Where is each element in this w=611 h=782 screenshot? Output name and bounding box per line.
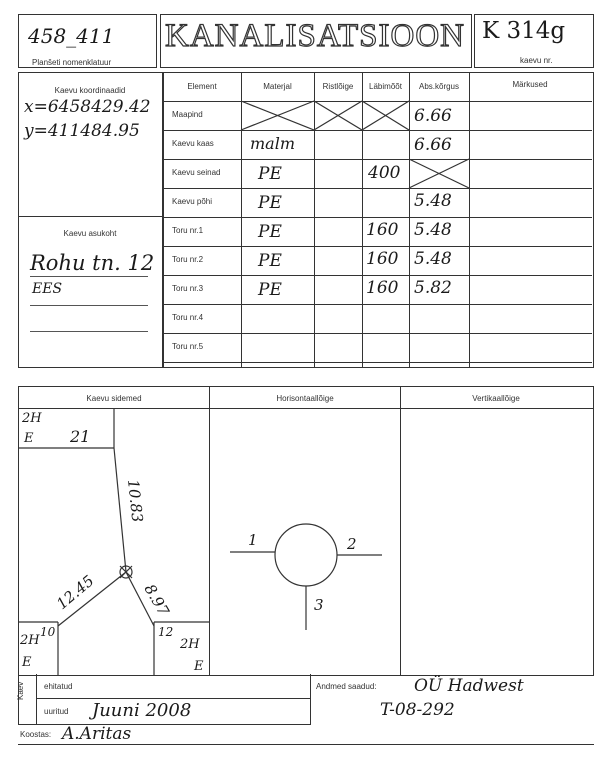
pipe2-diameter: 160 bbox=[366, 249, 399, 269]
table-row-divider bbox=[162, 188, 592, 189]
pipe1-diameter: 160 bbox=[366, 220, 399, 240]
bottom-height: 5.48 bbox=[414, 191, 452, 211]
col-header-abs-height: Abs.kõrgus bbox=[418, 82, 460, 91]
coordinates-label: Kaevu koordinaadid bbox=[54, 86, 126, 95]
compiled-by: A.Aritas bbox=[62, 724, 132, 744]
tie-bl-h: 2H bbox=[20, 633, 40, 648]
pipe1-material: PE bbox=[258, 222, 282, 242]
row-label-lid: Kaevu kaas bbox=[172, 139, 214, 148]
compiled-label: Koostas: bbox=[20, 730, 52, 739]
tie-bl-e: E bbox=[22, 655, 32, 670]
pipe2-material: PE bbox=[258, 251, 282, 271]
coordinate-y: y=411484.95 bbox=[24, 121, 140, 141]
row-label-pipe-4: Toru nr.4 bbox=[172, 313, 204, 322]
surveyed-label: uuritud bbox=[44, 707, 69, 716]
vertical-section-label: Vertikaallõige bbox=[472, 394, 520, 403]
row-label-pipe-1: Toru nr.1 bbox=[172, 226, 204, 235]
table-col-divider bbox=[241, 72, 242, 368]
data-source-label: Andmed saadud: bbox=[316, 682, 377, 691]
col-header-cross-section: Ristlõige bbox=[322, 82, 354, 91]
pipe-label-1: 1 bbox=[248, 531, 258, 549]
bottom-material: PE bbox=[258, 193, 282, 213]
walls-material: PE bbox=[258, 164, 282, 184]
tie-br-e: E bbox=[194, 659, 204, 674]
table-row-divider bbox=[162, 101, 592, 102]
horizontal-section-label: Horisontaallõige bbox=[276, 394, 334, 403]
tie-corner-top-h: 2H bbox=[22, 411, 42, 426]
location-line1: Rohu tn. 12 bbox=[30, 251, 155, 275]
table-col-divider bbox=[469, 72, 470, 368]
table-row-divider bbox=[162, 246, 592, 247]
table-col-divider bbox=[314, 72, 315, 368]
pipe2-height: 5.48 bbox=[414, 249, 452, 269]
row-label-pipe-2: Toru nr.2 bbox=[172, 255, 204, 264]
tie-bl-number: 10 bbox=[40, 625, 56, 639]
horizontal-section-sketch bbox=[210, 408, 400, 676]
tie-corner-top-e: E bbox=[24, 431, 34, 446]
col-header-material: Materjal bbox=[263, 82, 292, 91]
tie-lower-right-length: 8.97 bbox=[140, 581, 173, 619]
pipe3-diameter: 160 bbox=[366, 278, 399, 298]
ties-sketch bbox=[18, 408, 209, 676]
plan-number: 458_411 bbox=[28, 24, 115, 48]
tie-upper-line-length: 10.83 bbox=[124, 478, 147, 524]
table-row-divider bbox=[162, 159, 592, 160]
location-line2: EES bbox=[32, 281, 63, 297]
row-label-pipe-5: Toru nr.5 bbox=[172, 342, 204, 351]
row-label-ground: Maapind bbox=[172, 110, 203, 119]
well-label: kaevu nr. bbox=[520, 56, 553, 65]
table-row-divider bbox=[162, 362, 592, 363]
pipe3-height: 5.82 bbox=[414, 278, 452, 298]
row-label-pipe-3: Toru nr.3 bbox=[172, 284, 204, 293]
data-source-company: OÜ Hadwest bbox=[414, 676, 524, 696]
pipe1-height: 5.48 bbox=[414, 220, 452, 240]
pipe3-material: PE bbox=[258, 280, 282, 300]
ties-label: Kaevu sidemed bbox=[86, 394, 142, 403]
surveyed-date: Juuni 2008 bbox=[92, 700, 192, 721]
tie-top-distance: 21 bbox=[70, 427, 91, 446]
tie-br-h: 2H bbox=[180, 637, 200, 652]
ground-height: 6.66 bbox=[414, 106, 452, 126]
table-col-divider bbox=[362, 72, 363, 368]
table-row-divider bbox=[162, 217, 592, 218]
table-col-divider bbox=[409, 72, 410, 368]
walls-diameter: 400 bbox=[368, 163, 401, 183]
table-row-divider bbox=[162, 333, 592, 334]
data-source-code: T-08-292 bbox=[380, 700, 455, 720]
lid-material: malm bbox=[250, 134, 295, 153]
pipe-label-2: 2 bbox=[347, 535, 357, 553]
well-side-label: Kaev bbox=[16, 681, 25, 700]
well-number: K 314g bbox=[482, 18, 566, 44]
document-title: KANALISATSIOON bbox=[165, 18, 465, 54]
row-label-walls: Kaevu seinad bbox=[172, 168, 221, 177]
table-row-divider bbox=[162, 275, 592, 276]
col-header-element: Element bbox=[187, 82, 217, 91]
table-row-divider bbox=[162, 304, 592, 305]
row-label-bottom: Kaevu põhi bbox=[172, 197, 213, 206]
coordinate-x: x=6458429.42 bbox=[24, 97, 151, 117]
tie-br-number: 12 bbox=[158, 625, 174, 639]
plan-label: Planšeti nomenklatuur bbox=[32, 58, 112, 67]
col-header-remarks: Märkused bbox=[512, 80, 548, 89]
table-row-divider bbox=[162, 130, 592, 131]
established-label: ehitatud bbox=[44, 682, 73, 691]
col-header-diameter: Läbimõõt bbox=[369, 82, 402, 91]
pipe-label-3: 3 bbox=[314, 596, 324, 614]
tie-lower-left-length: 12.45 bbox=[53, 571, 98, 614]
lid-height: 6.66 bbox=[414, 135, 452, 155]
location-label: Kaevu asukoht bbox=[63, 229, 117, 238]
